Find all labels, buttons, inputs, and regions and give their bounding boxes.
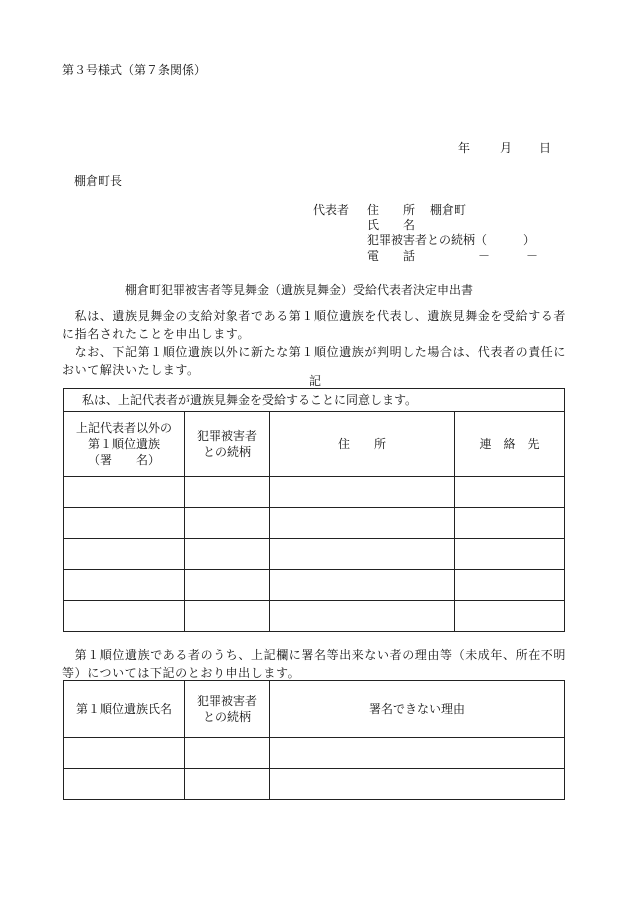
signature-cell[interactable] (64, 477, 185, 508)
body-paragraph-1: 私は、遺族見舞金の支給対象者である第１順位遺族を代表し、遺族見舞金を受給する者に指名されたことを申出します。 (62, 309, 567, 341)
address-cell[interactable] (270, 601, 455, 632)
header-contact: 連 絡 先 (455, 412, 565, 477)
contact-cell[interactable] (455, 570, 565, 601)
address-cell[interactable] (270, 570, 455, 601)
relation-label: 犯罪被害者との続柄（ ） (367, 233, 536, 247)
header-relation: 犯罪被害者 との続柄 (185, 681, 270, 738)
table-row (64, 601, 565, 632)
date-month-label: 月 (500, 141, 513, 155)
relation-cell[interactable] (185, 539, 270, 570)
address-cell[interactable] (270, 477, 455, 508)
address-cell[interactable] (270, 539, 455, 570)
signature-cell[interactable] (64, 539, 185, 570)
heir-name-cell[interactable] (64, 769, 185, 800)
header-heir-name: 第１順位遺族氏名 (64, 681, 185, 738)
table-row (64, 570, 565, 601)
name-label: 氏 名 (367, 218, 416, 232)
phone-value: － － (478, 249, 539, 263)
table-row (64, 738, 565, 769)
contact-cell[interactable] (455, 508, 565, 539)
header-relation: 犯罪被害者 との続柄 (185, 412, 270, 477)
consent-table (63, 388, 565, 632)
relation-cell[interactable] (185, 570, 270, 601)
form-number: 第３号様式（第７条関係） (62, 63, 207, 77)
unable-to-sign-note: 第１順位遺族である者のうち、上記欄に署名等出来ない者の理由等（未成年、所在不明等）については下記のとおり申出します。 (62, 648, 567, 680)
body-paragraph-2: なお、下記第１順位遺族以外に新たな第１順位遺族が判明した場合は、代表者の責任において解決いたします。 (62, 345, 567, 377)
heir-name-cell[interactable] (64, 738, 185, 769)
consent-statement: 私は、上記代表者が遺族見舞金を受給することに同意します。 (64, 389, 565, 412)
relation-cell[interactable] (185, 601, 270, 632)
document-title: 棚倉町犯罪被害者等見舞金（遺族見舞金）受給代表者決定申出書 (125, 283, 474, 297)
date-day-label: 日 (539, 141, 552, 155)
reason-cell[interactable] (270, 738, 565, 769)
relation-cell[interactable] (185, 508, 270, 539)
phone-label: 電 話 (367, 249, 416, 263)
address-cell[interactable] (270, 508, 455, 539)
date-year-label: 年 (458, 141, 471, 155)
table-row (64, 539, 565, 570)
relation-cell[interactable] (185, 738, 270, 769)
signature-cell[interactable] (64, 570, 185, 601)
header-other-heir-signature: 上記代表者以外の 第１順位遺族 （署 名） (64, 412, 185, 477)
table-row (64, 769, 565, 800)
relation-cell[interactable] (185, 477, 270, 508)
header-reason: 署名できない理由 (270, 681, 565, 738)
table-row (64, 508, 565, 539)
applicant-role: 代表者 (313, 203, 350, 217)
reason-cell[interactable] (270, 769, 565, 800)
contact-cell[interactable] (455, 539, 565, 570)
address-label: 住 所 (367, 203, 416, 217)
contact-cell[interactable] (455, 601, 565, 632)
signature-cell[interactable] (64, 601, 185, 632)
table-row (64, 477, 565, 508)
address-value: 棚倉町 (430, 203, 467, 217)
reason-table (63, 680, 565, 800)
signature-cell[interactable] (64, 508, 185, 539)
contact-cell[interactable] (455, 477, 565, 508)
relation-cell[interactable] (185, 769, 270, 800)
ki-label: 記 (309, 374, 322, 388)
addressee: 棚倉町長 (74, 174, 123, 188)
header-address: 住 所 (270, 412, 455, 477)
